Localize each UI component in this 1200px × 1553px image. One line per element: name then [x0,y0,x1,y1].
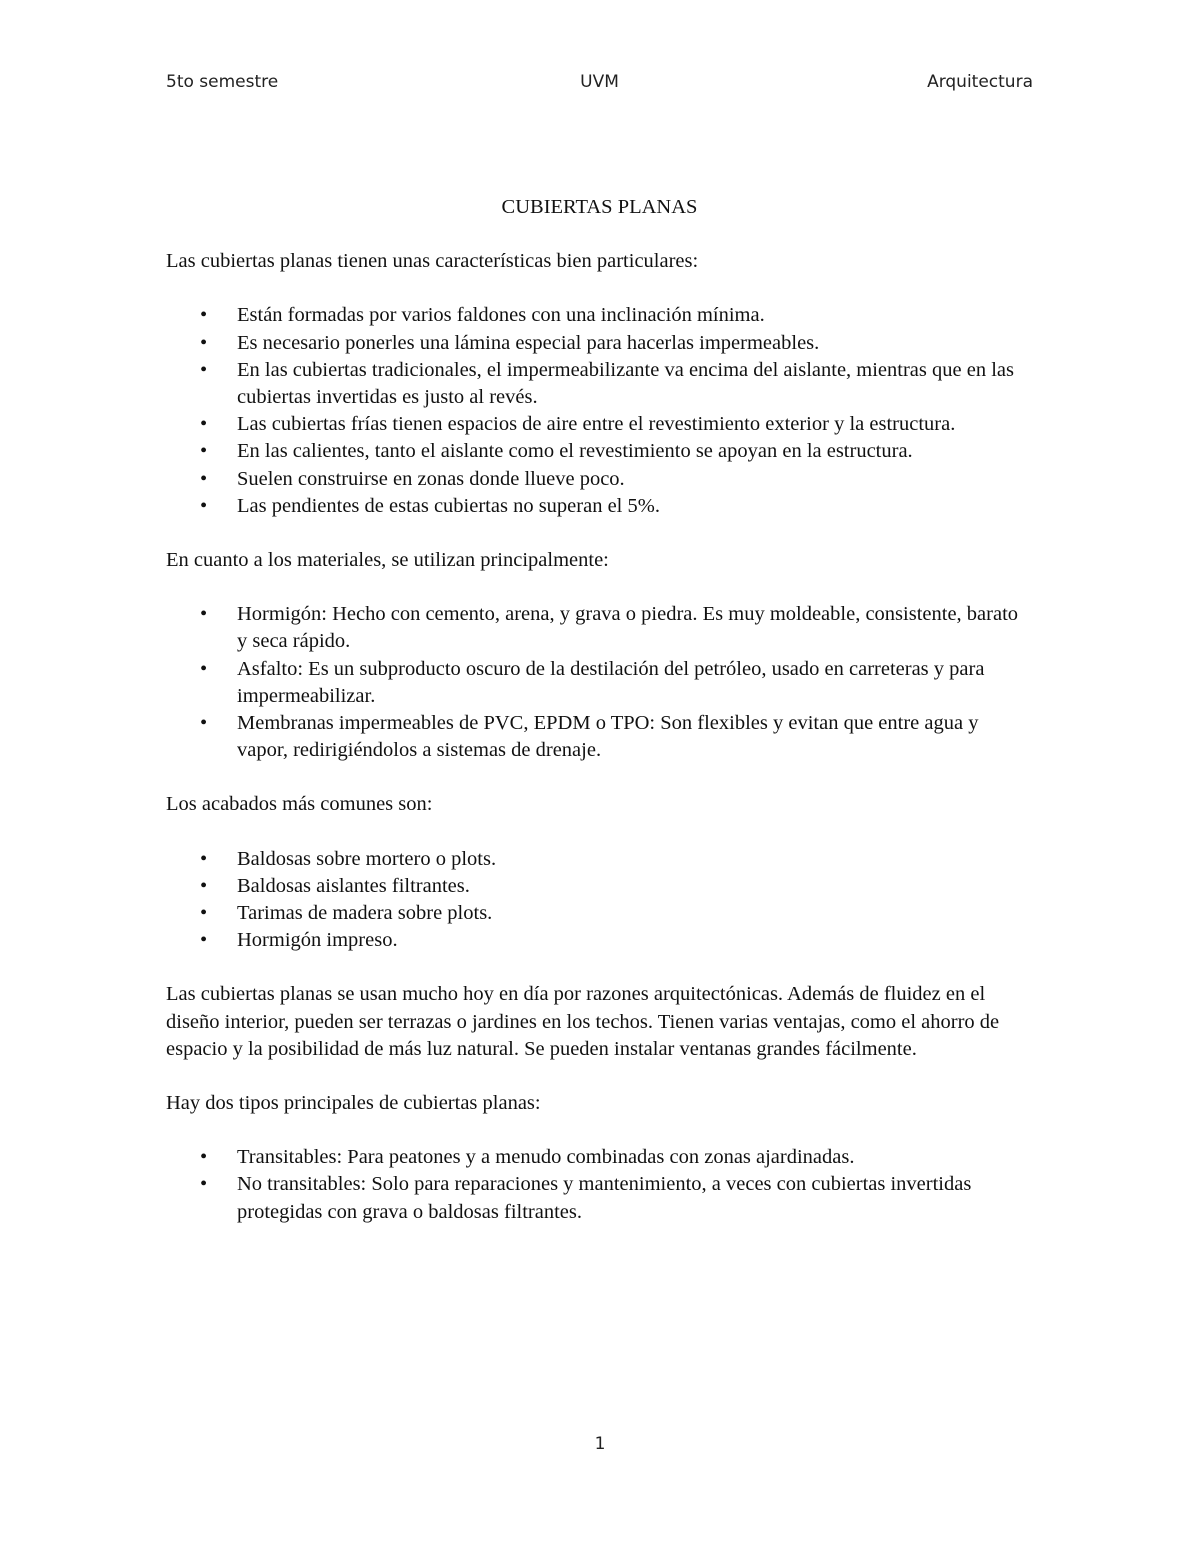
bullet-icon: • [200,467,208,490]
finishes-list [166,846,1033,955]
bullet-icon: • [200,929,208,952]
types-list [166,1144,1033,1226]
list-item: • En las cubiertas tradicionales, el impermeabilizante va encima del aislante, mientras que en las cubiertas invertidas es justo al revés. [200,358,1014,409]
document-body [166,194,1033,1253]
list-item: • Es necesario ponerles una lámina especial para hacerlas impermeables. [166,330,1033,357]
list-item: • Membranas impermeables de PVC, EPDM o TPO: Son flexibles y evitan que entre agua y vapor, redirigiéndolos a sistemas de drenaje. [200,712,979,762]
bullet-icon: • [200,874,208,897]
bullet-icon: • [200,902,208,925]
finishes-intro: Los acabados más comunes son: [166,793,433,816]
bullet-icon: • [200,494,208,517]
header-subject: Arquitectura [927,72,1033,92]
intro-paragraph: Las cubiertas planas tienen unas características bien particulares: [166,250,699,273]
bullet-icon: • [200,440,208,463]
bullet-icon: • [200,331,208,354]
list-item: • En las calientes, tanto el aislante como el revestimiento se apoyan en la estructura. [166,438,1033,465]
list-item: • Tarimas de madera sobre plots. [166,900,1033,927]
document-title: CUBIERTAS PLANAS [501,196,698,218]
header-university: UVM [580,72,619,92]
header-semester: 5to semestre [166,72,279,92]
bullet-icon: • [200,1173,208,1196]
list-item: • Baldosas aislantes filtrantes. [166,873,1033,900]
types-intro: Hay dos tipos principales de cubiertas planas: [166,1092,541,1115]
characteristics-list [166,302,1033,520]
page-number: 1 [594,1434,606,1454]
list-item: • Suelen construirse en zonas donde llueve poco. [166,466,1033,493]
bullet-icon: • [200,847,208,870]
bullet-icon: • [200,304,208,327]
list-item: • No transitables: Solo para reparaciones y mantenimiento, a veces con cubiertas invertidas protegidas con grava o baldosas filtrantes. [200,1173,972,1223]
bullet-icon: • [200,603,208,626]
bullet-icon: • [200,657,208,680]
materials-list [166,601,1033,764]
page-header [166,72,1033,98]
list-item: • Baldosas sobre mortero o plots. [166,846,1033,873]
list-item: • Hormigón impreso. [166,927,1033,954]
bullet-icon: • [200,1146,208,1169]
list-item: • Están formadas por varios faldones con una inclinación mínima. [166,302,1033,329]
list-item: • Las cubiertas frías tienen espacios de aire entre el revestimiento exterior y la estructura. [166,411,1033,438]
list-item: • Asfalto: Es un subproducto oscuro de la destilación del petróleo, usado en carreteras y para impermeabilizar. [200,657,985,707]
list-item: • Las pendientes de estas cubiertas no superan el 5%. [166,493,1033,520]
bullet-icon: • [200,413,208,436]
usage-paragraph: Las cubiertas planas se usan mucho hoy en día por razones arquitectónicas. Además de fluidez en el diseño interior, pueden ser terrazas o jardines en los techos. Tienen varias ventajas, como el ahorro de espacio y la posibilidad de más luz natural. Se pueden instalar ventanas grandes fácilmente. [166,983,1000,1060]
bullet-icon: • [200,712,208,735]
bullet-icon: • [200,358,208,381]
materials-intro: En cuanto a los materiales, se utilizan principalmente: [166,549,609,572]
list-item: • Hormigón: Hecho con cemento, arena, y grava o piedra. Es muy moldeable, consistente, barato y seca rápido. [200,603,1019,653]
list-item: • Transitables: Para peatones y a menudo combinadas con zonas ajardinadas. [166,1144,1033,1171]
